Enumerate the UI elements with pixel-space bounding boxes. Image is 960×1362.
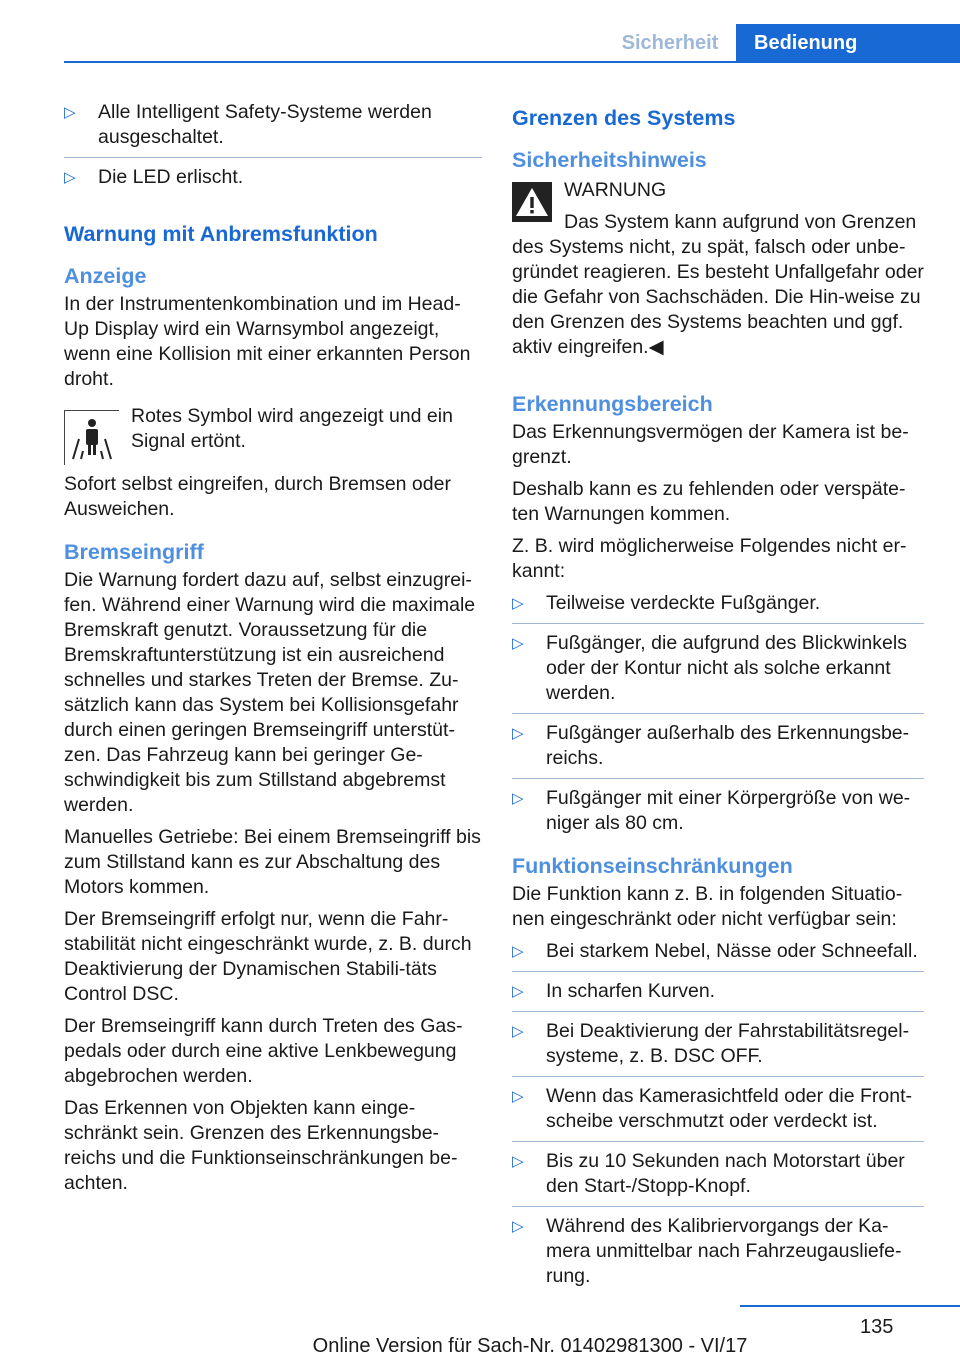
list-divider — [64, 157, 482, 158]
paragraph: Sofort selbst eingreifen, durch Bremsen oder Ausweichen. — [64, 473, 451, 520]
list-item: ▷ In scharfen Kurven. — [512, 980, 716, 1002]
paragraph: Manuelles Getriebe: Bei einem Bremseingriff bis zum Stillstand kann es zur Abschaltung des Motors kommen. — [64, 826, 481, 898]
symbol-row — [64, 404, 482, 462]
list-item: ▷ Wenn das Kamerasichtfeld oder die Front-scheibe verschmutzt oder verdeckt ist. — [512, 1085, 912, 1132]
triangle-bullet-icon: ▷ — [512, 983, 524, 1000]
warning-triangle-icon — [512, 182, 552, 222]
page-number: 135 — [860, 1316, 894, 1338]
triangle-bullet-icon: ▷ — [512, 1088, 524, 1105]
paragraph: Der Bremseingriff erfolgt nur, wenn die Fahr-stabilität nicht eingeschränkt wurde, z. B. durch Deaktivierung der Dynamischen Stabili-täts Control DSC. — [64, 908, 472, 1005]
list-item: ▷ Fußgänger mit einer Körpergröße von we-niger als 80 cm. — [512, 787, 911, 834]
heading-erkennungsbereich: Erkennungsbereich — [512, 392, 713, 416]
list-divider — [512, 971, 924, 972]
list-divider — [512, 713, 924, 714]
triangle-bullet-icon: ▷ — [512, 635, 524, 652]
list-item: ▷ Alle Intelligent Safety-Systeme werden ausgeschaltet. — [64, 101, 432, 148]
list-divider — [512, 1011, 924, 1012]
list-item: ▷ Bis zu 10 Sekunden nach Motorstart über den Start-/Stopp-Knopf. — [512, 1150, 905, 1197]
triangle-bullet-icon: ▷ — [512, 1153, 524, 1170]
paragraph: Deshalb kann es zu fehlenden oder verspäte-ten Warnungen kommen. — [512, 478, 906, 525]
paragraph: Das Erkennen von Objekten kann einge-schränkt sein. Grenzen des Erkennungsbe-reichs und die Funktionseinschränkungen be-achten. — [64, 1097, 458, 1194]
list-item: ▷ Teilweise verdeckte Fußgänger. — [512, 592, 821, 614]
online-version-note: Online Version für Sach-Nr. 01402981300 - VI/17 — [312, 1335, 748, 1357]
paragraph: Das Erkennungsvermögen der Kamera ist be-grenzt. — [512, 421, 909, 468]
triangle-bullet-icon: ▷ — [512, 725, 524, 742]
warning-label: WARNUNG — [564, 179, 667, 201]
page-header — [0, 0, 960, 62]
paragraph: Die Warnung fordert dazu auf, selbst einzugrei-fen. Während einer Warnung wird die maximale Bremskraft genutzt. Voraussetzung für die Bremskraftunterstützung ist ein ausreichend schnelles und starkes Treten der Bremse. Zu-sätzlich kann das System bei Kollisionsgefahr durch einen geringen Bremseingriff unterstüt-zen. Das Fahrzeug kann bei geringer Ge-schwindigkeit bis zum Stillstand abgebremst werden. — [64, 569, 476, 816]
heading-bremseingriff: Bremseingriff — [64, 540, 204, 564]
left-column — [64, 100, 482, 1203]
section-tab: Sicherheit — [621, 32, 719, 54]
heading-grenzen: Grenzen des Systems — [512, 106, 736, 130]
chapter-tab: Bedienung — [736, 24, 960, 62]
list-divider — [512, 1206, 924, 1207]
heading-sicherheitshinweis: Sicherheitshinweis — [512, 148, 707, 172]
footer-divider — [740, 1305, 960, 1307]
triangle-bullet-icon: ▷ — [512, 595, 524, 612]
triangle-bullet-icon: ▷ — [512, 1218, 524, 1235]
list-divider — [512, 778, 924, 779]
list-item: ▷ Fußgänger, die aufgrund des Blickwinkels oder der Kontur nicht als solche erkannt werden. — [512, 632, 907, 704]
triangle-bullet-icon: ▷ — [512, 1023, 524, 1040]
symbol-description: Rotes Symbol wird angezeigt und ein Signal ertönt. — [131, 405, 453, 452]
paragraph: Z. B. wird möglicherweise Folgendes nicht er-kannt: — [512, 535, 907, 582]
paragraph: Der Bremseingriff kann durch Treten des Gas-pedals oder durch eine aktive Lenkbewegung abgebrochen werden. — [64, 1015, 463, 1087]
list-item: ▷ Fußgänger außerhalb des Erkennungsbe-reichs. — [512, 722, 910, 769]
list-divider — [512, 623, 924, 624]
list-item: ▷ Während des Kalibriervorgangs der Ka-mera unmittelbar nach Fahrzeugausliefe-rung. — [512, 1215, 902, 1287]
triangle-bullet-icon: ▷ — [64, 169, 76, 186]
heading-warnung: Warnung mit Anbremsfunktion — [64, 222, 378, 246]
list-item: ▷ Die LED erlischt. — [64, 166, 244, 188]
pedestrian-warning-icon — [64, 410, 119, 465]
heading-funktionseinschraenkungen: Funktionseinschränkungen — [512, 854, 793, 878]
triangle-bullet-icon: ▷ — [512, 790, 524, 807]
list-item: ▷ Bei starkem Nebel, Nässe oder Schneefall. — [512, 940, 918, 962]
header-divider — [64, 61, 960, 63]
heading-anzeige: Anzeige — [64, 264, 147, 288]
triangle-bullet-icon: ▷ — [64, 104, 76, 121]
paragraph: In der Instrumentenkombination und im Head-Up Display wird ein Warnsymbol angezeigt, wenn eine Kollision mit einer erkannten Person droht. — [64, 293, 471, 390]
list-item: ▷ Bei Deaktivierung der Fahrstabilitätsregel-systeme, z. B. DSC OFF. — [512, 1020, 910, 1067]
right-column — [512, 100, 924, 1296]
list-divider — [512, 1076, 924, 1077]
warning-text: Das System kann aufgrund von Grenzen des Systems nicht, zu spät, falsch oder unbe-gründet reagieren. Es besteht Unfallgefahr oder die Gefahr von Sachschäden. Die Hin-weise zu den Grenzen des Systems beachten und ggf. aktiv eingreifen.◀ — [512, 211, 924, 358]
warning-block — [512, 178, 924, 360]
triangle-bullet-icon: ▷ — [512, 943, 524, 960]
paragraph: Die Funktion kann z. B. in folgenden Situatio-nen eingeschränkt oder nicht verfügbar sein: — [512, 883, 903, 930]
list-divider — [512, 1141, 924, 1142]
